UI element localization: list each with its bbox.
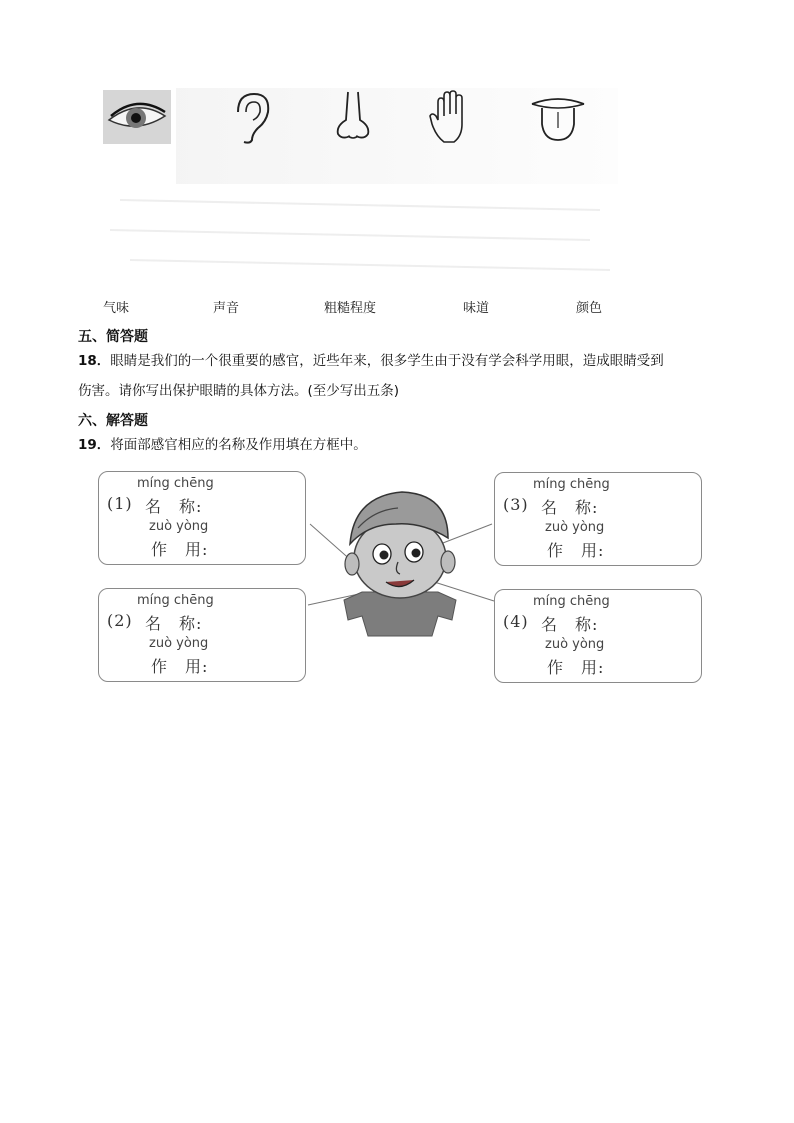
tongue-icon xyxy=(528,90,588,146)
box-number: (1) xyxy=(107,494,133,513)
property-label-smell: 气味 xyxy=(103,301,130,316)
use-label: 作 用: xyxy=(151,540,209,559)
answer-box-1[interactable] xyxy=(98,471,306,565)
eye-icon xyxy=(103,90,171,144)
pinyin-use: zuò yòng xyxy=(545,520,605,535)
answer-box-3[interactable] xyxy=(494,472,702,566)
question-text: 将面部感官相应的名称及作用填在方框中。 xyxy=(110,437,367,453)
name-label: 名 称: xyxy=(541,498,599,517)
question-19 xyxy=(78,430,718,460)
section-heading-solve: 六、解答题 xyxy=(78,413,148,429)
pinyin-use: zuò yòng xyxy=(149,519,209,534)
pinyin-use: zuò yòng xyxy=(149,636,209,651)
answer-box-2[interactable] xyxy=(98,588,306,682)
use-label: 作 用: xyxy=(547,541,605,560)
question-text-line2: 伤害。请你写出保护眼睛的具体方法。(至少写出五条) xyxy=(78,383,400,399)
question-number: 19． xyxy=(78,437,111,453)
property-label-sound: 声音 xyxy=(213,301,240,316)
answer-box-4[interactable] xyxy=(494,589,702,683)
name-label: 名 称: xyxy=(541,615,599,634)
ear-icon xyxy=(228,90,274,146)
box-number: (2) xyxy=(107,611,133,630)
faded-matching-lines xyxy=(100,190,620,290)
pinyin-name: míng chēng xyxy=(533,477,610,492)
use-label: 作 用: xyxy=(151,657,209,676)
pinyin-name: míng chēng xyxy=(137,593,214,608)
pinyin-name: míng chēng xyxy=(137,476,214,491)
nose-icon xyxy=(328,90,378,146)
child-face-illustration xyxy=(300,488,500,638)
hand-icon xyxy=(428,90,474,146)
property-label-roughness: 粗糙程度 xyxy=(324,301,377,316)
property-label-taste: 味道 xyxy=(463,301,490,316)
name-label: 名 称: xyxy=(145,497,203,516)
pinyin-use: zuò yòng xyxy=(545,637,605,652)
question-number: 18． xyxy=(78,353,111,369)
box-number: (4) xyxy=(503,612,529,631)
question-text-line1: 眼睛是我们的一个很重要的感官，近些年来，很多学生由于没有学会科学用眼，造成眼睛受到 xyxy=(110,353,664,369)
use-label: 作 用: xyxy=(547,658,605,677)
property-label-color: 颜色 xyxy=(576,301,603,316)
section-heading-short-answer: 五、简答题 xyxy=(78,329,148,345)
question-18 xyxy=(78,346,718,406)
name-label: 名 称: xyxy=(145,614,203,633)
box-number: (3) xyxy=(503,495,529,514)
pinyin-name: míng chēng xyxy=(533,594,610,609)
